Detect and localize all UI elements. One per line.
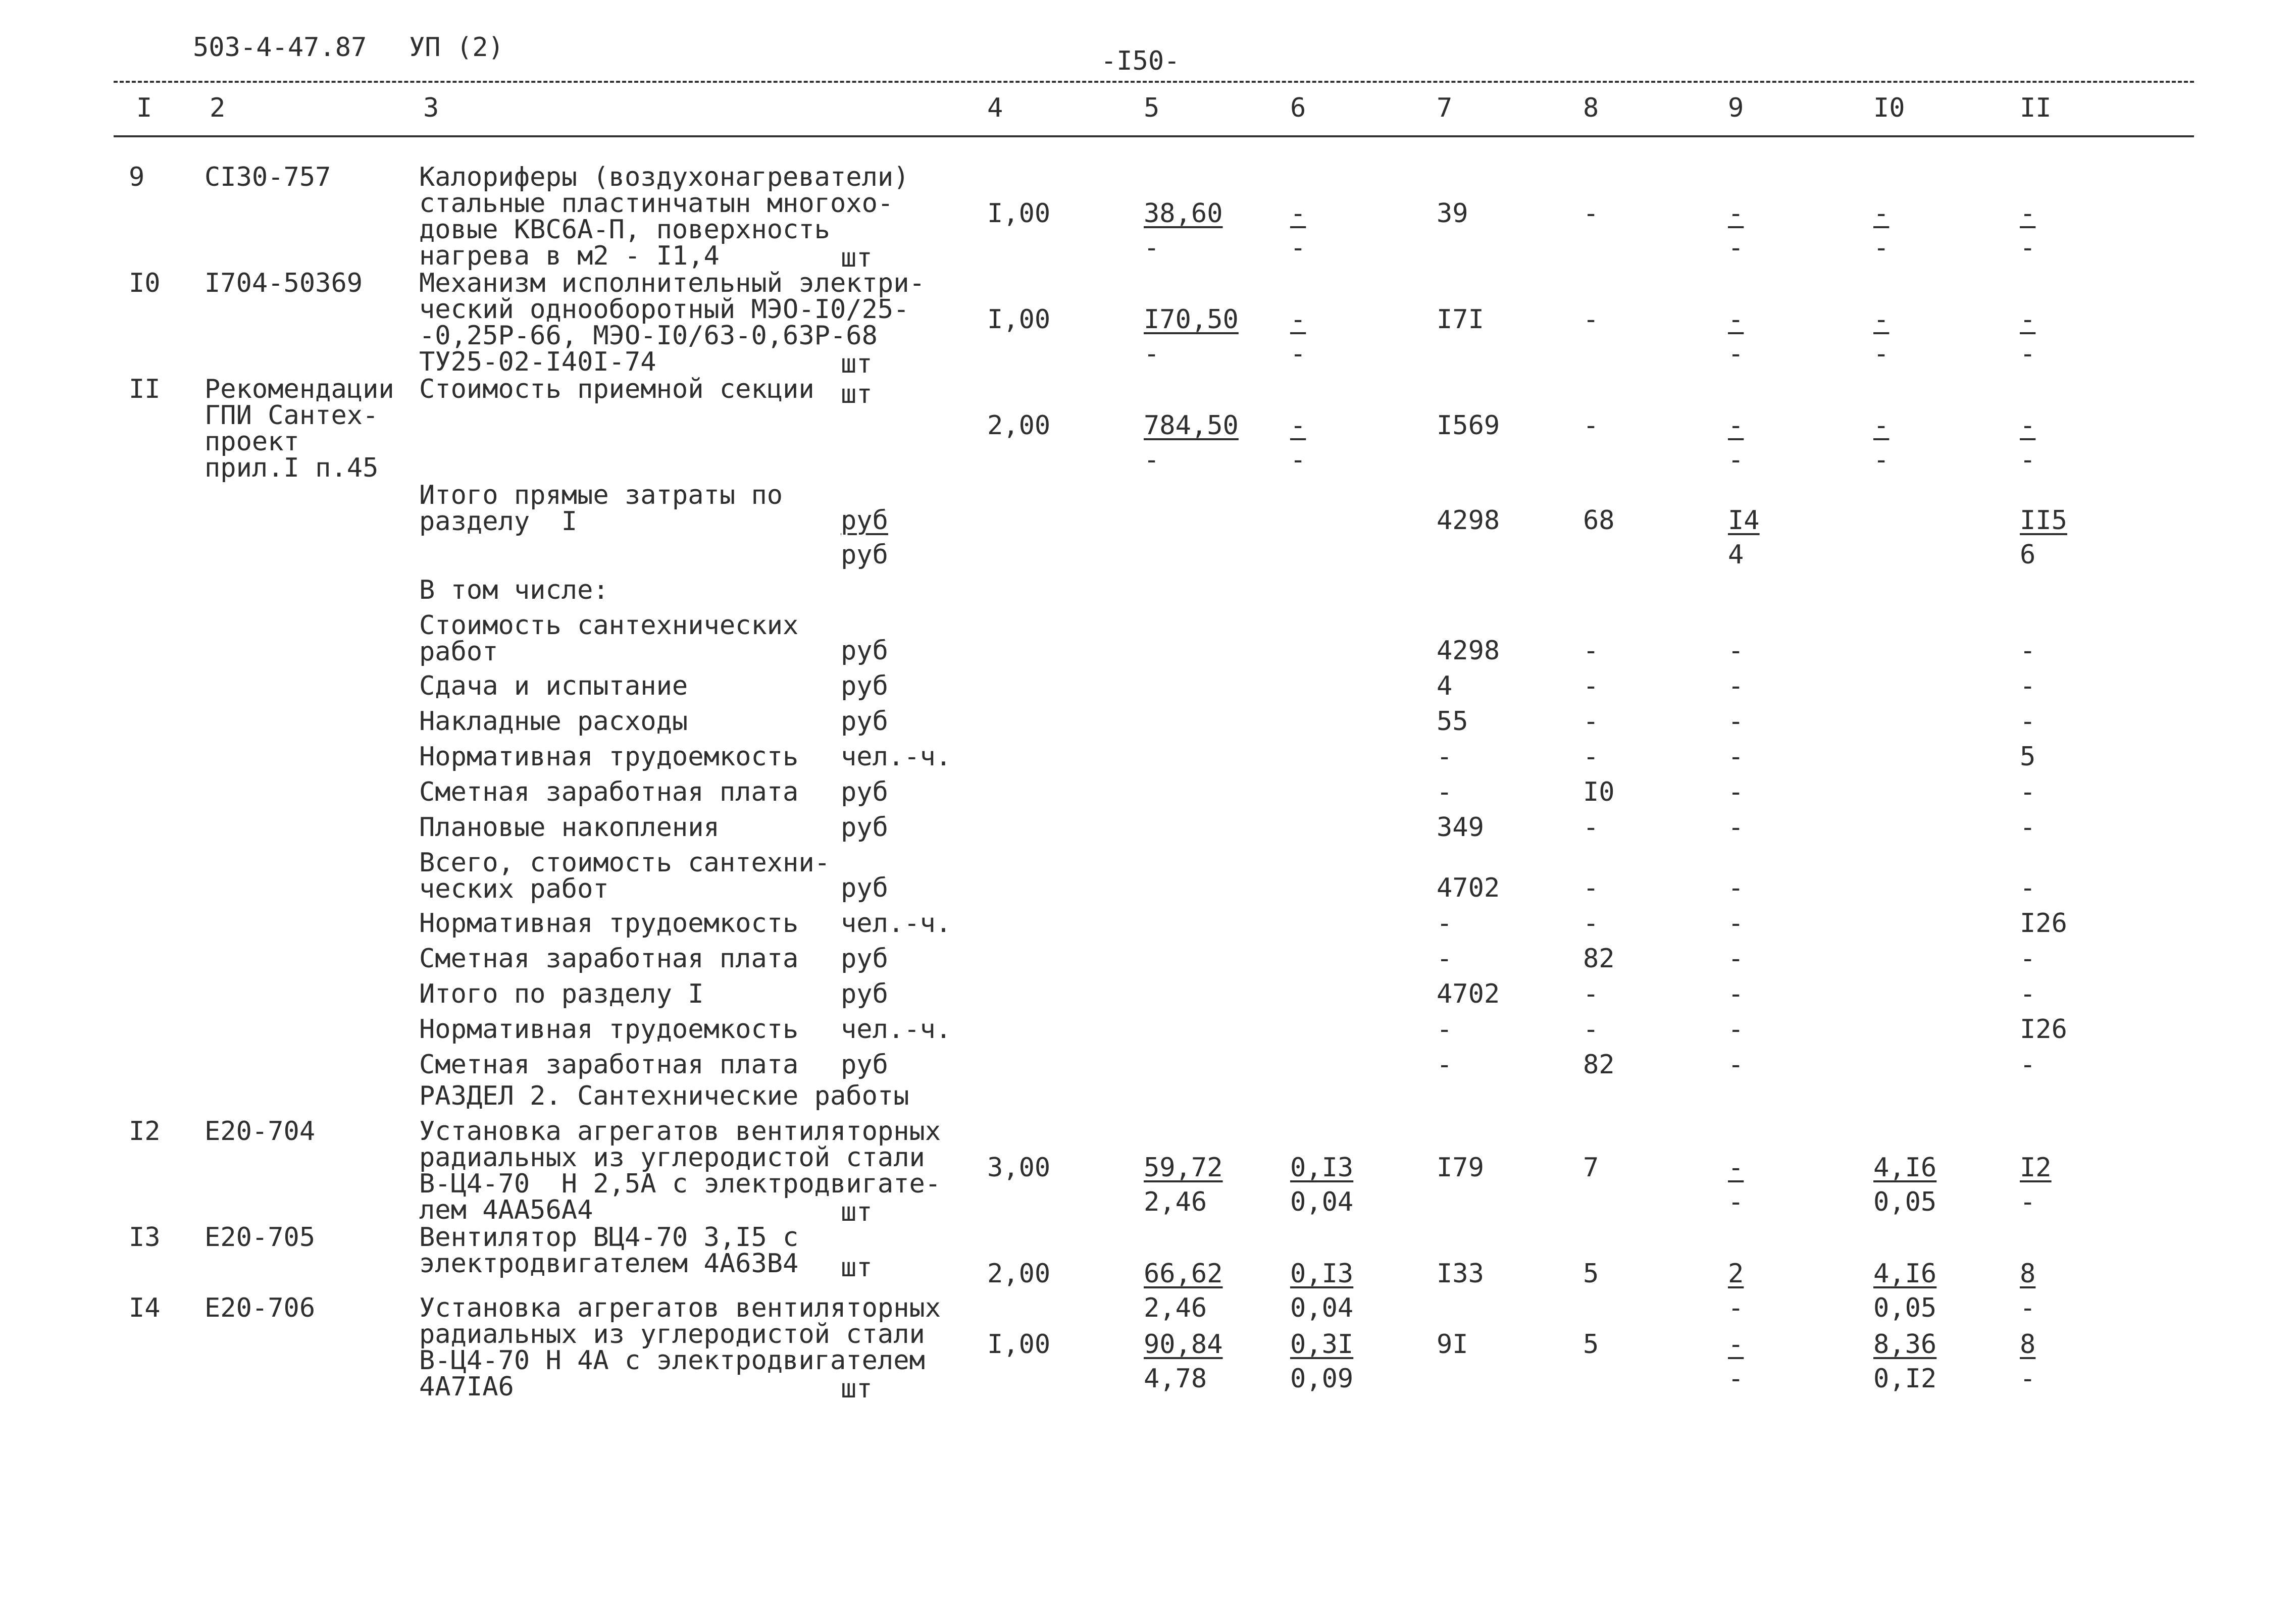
item-unit: шт [841,243,873,273]
col9-value-lower: - [1728,339,1744,369]
summary-unit: руб [841,777,888,807]
summary-label: Нормативная трудоемкость [419,908,799,939]
summary-unit: руб [841,812,888,843]
unit-price-wages: - [1144,339,1160,369]
summary-col11: 5 [2020,742,2036,772]
summary-col9: - [1728,979,1744,1009]
col10-value: 4,I6 [1873,1153,1937,1183]
col10-value-lower: 0,I2 [1873,1364,1937,1394]
total-cost: 39 [1437,198,1468,229]
summary-col11: - [2020,873,2036,903]
item-number: I0 [129,268,161,298]
summary-total: - [1437,1014,1453,1045]
col11-value: - [2020,198,2036,229]
col10-value: 4,I6 [1873,1259,1937,1289]
summary-wages: 82 [1583,1050,1615,1080]
summary-col9: - [1728,636,1744,666]
summary-label: Накладные расходы [419,706,688,737]
item-number: 9 [129,162,145,192]
column-header-5: 5 [1144,93,1160,123]
section-2-title: РАЗДЕЛ 2. Сантехнические работы [419,1081,909,1111]
unit-price: 66,62 [1144,1259,1223,1289]
summary-col9: - [1728,1050,1744,1080]
summary-col11: - [2020,1050,2036,1080]
summary-label: Всего, стоимость сантехни- ческих работ [419,848,830,904]
summary-wages: - [1583,908,1599,939]
wages-total: 5 [1583,1259,1599,1289]
summary-unit: руб [841,671,888,701]
summary-col11: I26 [2020,908,2067,939]
summary-total: - [1437,1050,1453,1080]
col6-value: 0,I3 [1290,1153,1354,1183]
col10-value: 8,36 [1873,1329,1937,1360]
unit-price-wages: 4,78 [1144,1364,1207,1394]
item-code: I704-50369 [205,268,363,298]
column-header-9: 9 [1728,93,1744,123]
col6-value: - [1290,304,1306,335]
summary-unit: руб [841,505,888,536]
summary-col9: - [1728,706,1744,737]
summary-unit-lower: руб [841,540,888,570]
col9-value: 2 [1728,1259,1744,1289]
summary-unit: руб [841,706,888,737]
col6-value-lower: - [1290,233,1306,263]
item-unit: шт [841,1374,873,1404]
summary-label: Итого прямые затраты по разделу I [419,480,783,537]
col10-value-lower: - [1873,445,1890,475]
summary-col9: - [1728,812,1744,843]
item-number: I2 [129,1116,161,1147]
summary-wages: 68 [1583,505,1615,536]
summary-total: 4298 [1437,505,1500,536]
summary-wages: - [1583,671,1599,701]
unit-price: 90,84 [1144,1329,1223,1360]
summary-unit: руб [841,979,888,1009]
summary-col9: - [1728,908,1744,939]
col6-value: - [1290,410,1306,441]
summary-total: 349 [1437,812,1484,843]
item-number: I4 [129,1293,161,1323]
summary-wages: I0 [1583,777,1615,807]
col9-value-lower: - [1728,445,1744,475]
summary-wages: - [1583,742,1599,772]
col10-value-lower: 0,05 [1873,1293,1937,1323]
summary-total: 4 [1437,671,1453,701]
item-quantity: 3,00 [987,1153,1051,1183]
column-header-10: I0 [1873,93,1905,123]
item-quantity: 2,00 [987,1259,1051,1289]
col10-value: - [1873,304,1890,335]
total-cost: I33 [1437,1259,1484,1289]
summary-total: - [1437,944,1453,974]
col11-value-lower: - [2020,445,2036,475]
summary-label: В том числе: [419,575,609,605]
unit-price: 59,72 [1144,1153,1223,1183]
summary-col11: - [2020,671,2036,701]
summary-unit: руб [841,1050,888,1080]
column-header-2: 2 [210,93,226,123]
column-header-8: 8 [1583,93,1599,123]
column-header-1: I [136,93,152,123]
summary-total: - [1437,908,1453,939]
column-header-11: II [2020,93,2052,123]
unit-price-wages: - [1144,233,1160,263]
col6-value: 0,3I [1290,1329,1354,1360]
item-description: Калориферы (воздухонагреватели) стальные пластинчатын многохо- довые КВС6А-П, поверхность нагрева в м2 - I1,4 [419,162,909,271]
col9-value-lower: - [1728,1364,1744,1394]
unit-price: 38,60 [1144,198,1223,229]
col10-value: - [1873,198,1890,229]
summary-total: 4702 [1437,873,1500,903]
summary-total: 4702 [1437,979,1500,1009]
summary-wages: - [1583,979,1599,1009]
col9-value: - [1728,198,1744,229]
summary-wages: - [1583,706,1599,737]
summary-col11: - [2020,812,2036,843]
item-unit: шт [841,379,873,409]
summary-col11-lower: 6 [2020,540,2036,570]
col9-value-lower: - [1728,233,1744,263]
unit-price-wages: - [1144,445,1160,475]
item-description: Стоимость приемной секции [419,374,814,404]
top-rule [114,81,2194,83]
document-series: УП (2) [409,32,504,63]
unit-price: 784,50 [1144,410,1239,441]
summary-label: Стоимость сантехнических работ [419,610,799,667]
col6-value-lower: - [1290,445,1306,475]
col6-value-lower: 0,04 [1290,1187,1354,1217]
col11-value: - [2020,410,2036,441]
col6-value: 0,I3 [1290,1259,1354,1289]
summary-col11: - [2020,979,2036,1009]
summary-wages: - [1583,636,1599,666]
item-quantity: I,00 [987,304,1051,335]
col6-value-lower: - [1290,339,1306,369]
item-code: Е20-704 [205,1116,316,1147]
summary-wages: - [1583,812,1599,843]
summary-col11: - [2020,706,2036,737]
summary-col11: I26 [2020,1014,2067,1045]
item-unit: шт [841,1253,873,1283]
summary-unit: руб [841,636,888,666]
wages-total: - [1583,198,1599,229]
column-header-4: 4 [987,93,1003,123]
total-cost: I7I [1437,304,1484,335]
col11-value-lower: - [2020,1293,2036,1323]
summary-total: 55 [1437,706,1468,737]
column-header-7: 7 [1437,93,1453,123]
summary-label: Нормативная трудоемкость [419,742,799,772]
wages-total: - [1583,410,1599,441]
total-cost: 9I [1437,1329,1468,1360]
col9-value: - [1728,1329,1744,1360]
col11-value-lower: - [2020,1187,2036,1217]
col11-value: 8 [2020,1259,2036,1289]
summary-label: Итого по разделу I [419,979,704,1009]
col11-value: - [2020,304,2036,335]
item-number: I3 [129,1222,161,1253]
summary-label: Сметная заработная плата [419,944,799,974]
item-unit: шт [841,1197,873,1227]
item-description: Механизм исполнительный электри- ческий однооборотный МЭО-I0/25- -0,25Р-66, МЭО-I0/63-0,63Р-68 ТУ25-02-I40I-74 [419,268,925,377]
col11-value: 8 [2020,1329,2036,1360]
unit-price-wages: 2,46 [1144,1187,1207,1217]
item-description: Вентилятор ВЦ4-70 3,I5 с электродвигателем 4А63В4 [419,1222,799,1279]
item-description: Установка агрегатов вентиляторных радиальных из углеродистой стали В-Ц4-70 Н 2,5А с электродвигате- лем 4АА56А4 [419,1116,941,1225]
summary-wages: 82 [1583,944,1615,974]
col11-value-lower: - [2020,1364,2036,1394]
item-quantity: I,00 [987,198,1051,229]
col9-value: - [1728,410,1744,441]
column-header-3: 3 [423,93,439,123]
item-description: Установка агрегатов вентиляторных радиальных из углеродистой стали В-Ц4-70 Н 4А с электродвигателем 4А7IА6 [419,1293,941,1402]
summary-col9: - [1728,1014,1744,1045]
page-number: -I50- [1101,46,1180,76]
summary-col11: - [2020,636,2036,666]
item-quantity: I,00 [987,1329,1051,1360]
total-cost: I569 [1437,410,1500,441]
col11-value-lower: - [2020,233,2036,263]
col10-value: - [1873,410,1890,441]
col10-value-lower: - [1873,339,1890,369]
summary-total: - [1437,742,1453,772]
item-code: СI30-757 [205,162,331,192]
summary-col9: - [1728,671,1744,701]
item-unit: шт [841,349,873,379]
col6-value: - [1290,198,1306,229]
summary-total: 4298 [1437,636,1500,666]
summary-label: Сметная заработная плата [419,1050,799,1080]
summary-unit: чел.-ч. [841,742,952,772]
header-rule [114,135,2194,137]
col11-value-lower: - [2020,339,2036,369]
summary-col9: I4 [1728,505,1760,536]
document-code: 503-4-47.87 [193,32,367,63]
summary-unit: руб [841,944,888,974]
col10-value-lower: 0,05 [1873,1187,1937,1217]
summary-col11: - [2020,777,2036,807]
summary-label: Плановые накопления [419,812,720,843]
wages-total: 5 [1583,1329,1599,1360]
summary-unit: чел.-ч. [841,1014,952,1045]
summary-col9: - [1728,944,1744,974]
unit-price-wages: 2,46 [1144,1293,1207,1323]
item-code: Е20-706 [205,1293,316,1323]
item-quantity: 2,00 [987,410,1051,441]
item-code: Рекомендации ГПИ Сантех- проект прил.I п.45 [205,374,394,483]
col6-value-lower: 0,09 [1290,1364,1354,1394]
summary-label: Нормативная трудоемкость [419,1014,799,1045]
total-cost: I79 [1437,1153,1484,1183]
item-number: II [129,374,161,404]
wages-total: 7 [1583,1153,1599,1183]
summary-label: Сметная заработная плата [419,777,799,807]
summary-col9: - [1728,873,1744,903]
summary-wages: - [1583,873,1599,903]
summary-unit: руб [841,873,888,903]
summary-col9: - [1728,777,1744,807]
col10-value-lower: - [1873,233,1890,263]
summary-col11: II5 [2020,505,2067,536]
column-header-6: 6 [1290,93,1306,123]
item-code: Е20-705 [205,1222,316,1253]
summary-wages: - [1583,1014,1599,1045]
summary-col9: - [1728,742,1744,772]
col11-value: I2 [2020,1153,2052,1183]
unit-price: I70,50 [1144,304,1239,335]
col9-value-lower: - [1728,1293,1744,1323]
summary-col11: - [2020,944,2036,974]
summary-unit: чел.-ч. [841,908,952,939]
col9-value-lower: - [1728,1187,1744,1217]
wages-total: - [1583,304,1599,335]
summary-col9-lower: 4 [1728,540,1744,570]
col9-value: - [1728,304,1744,335]
col6-value-lower: 0,04 [1290,1293,1354,1323]
col9-value: - [1728,1153,1744,1183]
summary-label: Сдача и испытание [419,671,688,701]
summary-total: - [1437,777,1453,807]
